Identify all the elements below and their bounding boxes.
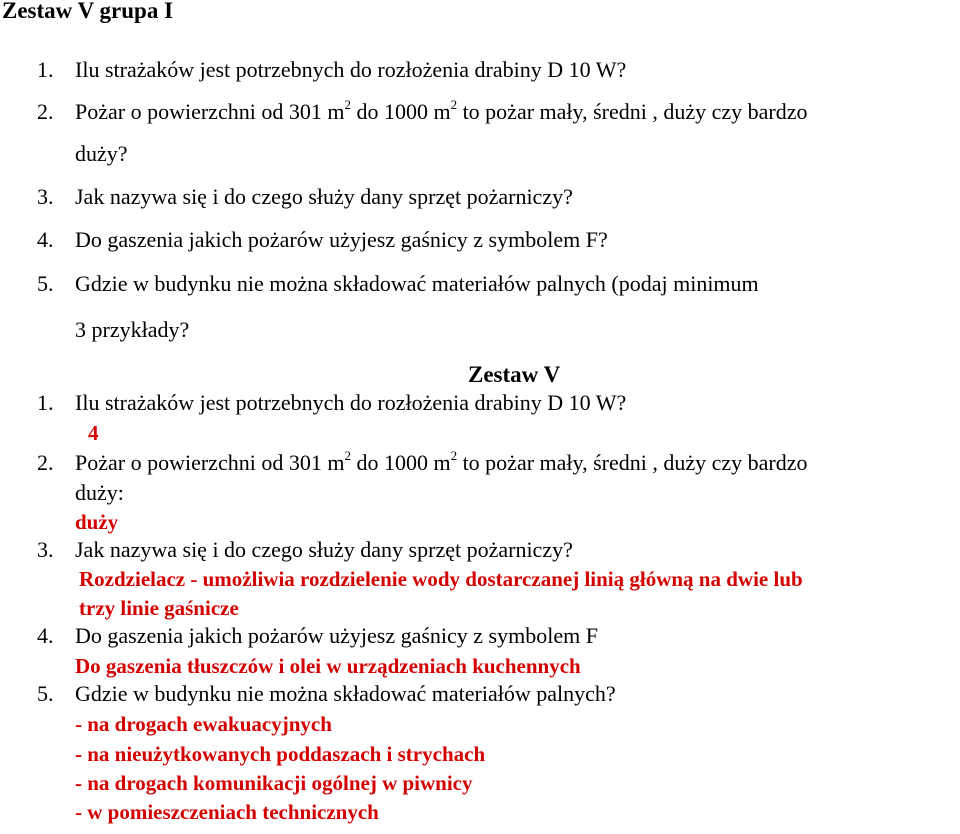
g1-question-2 <box>37 99 808 125</box>
g2-q4-answer: Do gaszenia tłuszczów i olei w urządzeniach kuchennych <box>75 654 581 678</box>
g1-q1-number: 1. <box>37 57 54 82</box>
g2-q5-text: Gdzie w budynku nie można składować materiałów palnych? <box>75 681 616 706</box>
g2-q1-text: Ilu strażaków jest potrzebnych do rozłożenia drabiny D 10 W? <box>75 390 627 415</box>
g1-q2-text-c: to pożar mały, średni , duży czy bardzo <box>457 99 808 124</box>
g2-q4-number: 4. <box>37 623 54 648</box>
g2-q5-answer-3: - na drogach komunikacji ogólnej w piwnicy <box>75 771 473 795</box>
g1-q2-sup-a: 2 <box>344 97 351 112</box>
g1-question-3 <box>37 184 573 210</box>
g2-q2-number: 2. <box>37 450 54 475</box>
g1-q3-number: 3. <box>37 184 54 209</box>
g2-q3-answer-line-2: trzy linie gaśnicze <box>79 596 239 620</box>
g1-question-1 <box>37 57 626 83</box>
g1-question-5 <box>37 271 759 297</box>
group2-title: Zestaw V <box>468 362 561 387</box>
g1-q2-sup-b: 2 <box>450 97 458 112</box>
g2-q2-text-b: do 1000 m <box>350 450 451 475</box>
g2-q4-text: Do gaszenia jakich pożarów użyjesz gaśnicy z symbolem F <box>75 623 598 648</box>
g2-q2-text-a: Pożar o powierzchni od 301 m <box>75 450 345 475</box>
g2-q5-answer-1: - na drogach ewakuacyjnych <box>75 712 332 736</box>
g1-q2-continuation: duży? <box>75 141 128 166</box>
g2-q2-answer: duży <box>75 510 119 534</box>
g2-q5-number: 5. <box>37 681 54 706</box>
g1-q4-text: Do gaszenia jakich pożarów użyjesz gaśnicy z symbolem F? <box>75 227 608 252</box>
g2-q2-sup-a: 2 <box>344 448 351 463</box>
g1-q5-number: 5. <box>37 271 54 296</box>
g1-q5-continuation: 3 przykłady? <box>75 317 190 342</box>
g1-q5-text: Gdzie w budynku nie można składować materiałów palnych (podaj minimum <box>75 271 759 296</box>
g2-question-1 <box>37 390 626 416</box>
g1-q2-text-a: Pożar o powierzchni od 301 m <box>75 99 345 124</box>
g2-q1-answer: 4 <box>88 421 99 445</box>
g2-q2-sup-b: 2 <box>450 448 458 463</box>
g2-question-5 <box>37 681 616 707</box>
g2-q5-answer-2: - na nieużytkowanych poddaszach i strychach <box>75 742 486 766</box>
group1-title: Zestaw V grupa I <box>2 0 174 23</box>
g2-question-4 <box>37 623 598 649</box>
g1-q3-text: Jak nazywa się i do czego służy dany sprzęt pożarniczy? <box>75 184 573 209</box>
g1-q2-text-b: do 1000 m <box>350 99 451 124</box>
g2-q3-answer-line-1: Rozdzielacz - umożliwia rozdzielenie wody dostarczanej linią główną na dwie lub <box>79 567 803 591</box>
g2-q1-number: 1. <box>37 390 54 415</box>
g2-q3-number: 3. <box>37 537 54 562</box>
g2-q5-answer-4: - w pomieszczeniach technicznych <box>75 800 379 824</box>
g1-q2-number: 2. <box>37 99 54 124</box>
g2-question-2 <box>37 450 808 476</box>
g1-question-4 <box>37 227 608 253</box>
g2-q2-continuation: duży: <box>75 480 124 505</box>
g1-q4-number: 4. <box>37 227 54 252</box>
g2-q2-text-c: to pożar mały, średni , duży czy bardzo <box>457 450 808 475</box>
g2-q3-text: Jak nazywa się i do czego służy dany sprzęt pożarniczy? <box>75 537 573 562</box>
g1-q1-text: Ilu strażaków jest potrzebnych do rozłożenia drabiny D 10 W? <box>75 57 627 82</box>
g2-question-3 <box>37 537 573 563</box>
